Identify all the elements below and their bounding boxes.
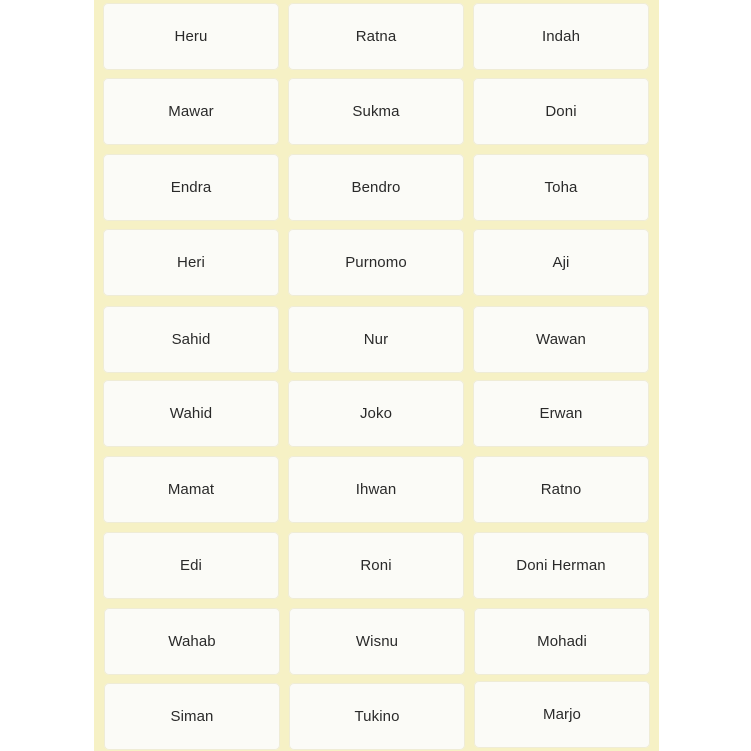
name-label xyxy=(288,306,464,373)
name-label xyxy=(289,608,465,675)
name-label xyxy=(288,456,464,523)
name-label-text: Mawar xyxy=(168,103,214,120)
name-label xyxy=(103,380,279,447)
name-label xyxy=(474,608,650,675)
name-label-text: Doni Herman xyxy=(516,557,606,574)
name-label-text: Wahid xyxy=(169,405,213,422)
name-label-text: Roni xyxy=(360,557,392,574)
name-label xyxy=(289,683,465,750)
name-label-text: Wawan xyxy=(536,331,586,348)
name-label xyxy=(288,3,464,70)
name-label-text: Doni xyxy=(545,103,577,120)
name-label-text: Purnomo xyxy=(345,254,407,271)
label-sheet xyxy=(94,0,659,751)
name-label-text: Aji xyxy=(552,254,570,271)
name-label-text: Wisnu xyxy=(355,633,399,650)
name-label xyxy=(473,456,649,523)
name-label-text: Sahid xyxy=(171,331,211,348)
name-label xyxy=(104,683,280,750)
name-label xyxy=(288,78,464,145)
name-label xyxy=(288,154,464,221)
name-label-text: Ihwan xyxy=(355,481,397,498)
name-label xyxy=(473,532,649,599)
name-label xyxy=(103,78,279,145)
name-label xyxy=(473,306,649,373)
name-label-text: Sukma xyxy=(352,103,400,120)
name-label-text: Marjo xyxy=(542,706,581,723)
name-label-text: Joko xyxy=(359,405,393,422)
name-label-text: Indah xyxy=(541,28,581,45)
name-label-text: Mohadi xyxy=(537,633,587,650)
name-label xyxy=(474,681,650,748)
name-label xyxy=(103,456,279,523)
name-label-text: Ratno xyxy=(540,481,582,498)
name-label xyxy=(103,532,279,599)
name-label xyxy=(104,608,280,675)
name-label-text: Bendro xyxy=(351,179,401,196)
name-label xyxy=(473,3,649,70)
name-label xyxy=(473,229,649,296)
name-label-text: Endra xyxy=(170,179,212,196)
name-label-text: Heru xyxy=(174,28,208,45)
name-label xyxy=(103,229,279,296)
name-label xyxy=(288,532,464,599)
name-label xyxy=(103,154,279,221)
name-label-text: Ratna xyxy=(355,28,397,45)
name-label-text: Nur xyxy=(363,331,389,348)
name-label-text: Edi xyxy=(180,557,202,574)
name-label xyxy=(288,229,464,296)
name-label xyxy=(473,380,649,447)
name-label-text: Heri xyxy=(177,254,205,271)
name-label-text: Erwan xyxy=(539,405,583,422)
name-label xyxy=(473,78,649,145)
name-label-text: Tukino xyxy=(354,708,400,725)
name-label-text: Toha xyxy=(544,179,578,196)
name-label-text: Wahab xyxy=(168,633,216,650)
name-label-text: Mamat xyxy=(167,481,215,498)
name-label xyxy=(288,380,464,447)
name-label xyxy=(473,154,649,221)
name-label-text: Siman xyxy=(170,708,214,725)
name-label xyxy=(103,306,279,373)
name-label xyxy=(103,3,279,70)
